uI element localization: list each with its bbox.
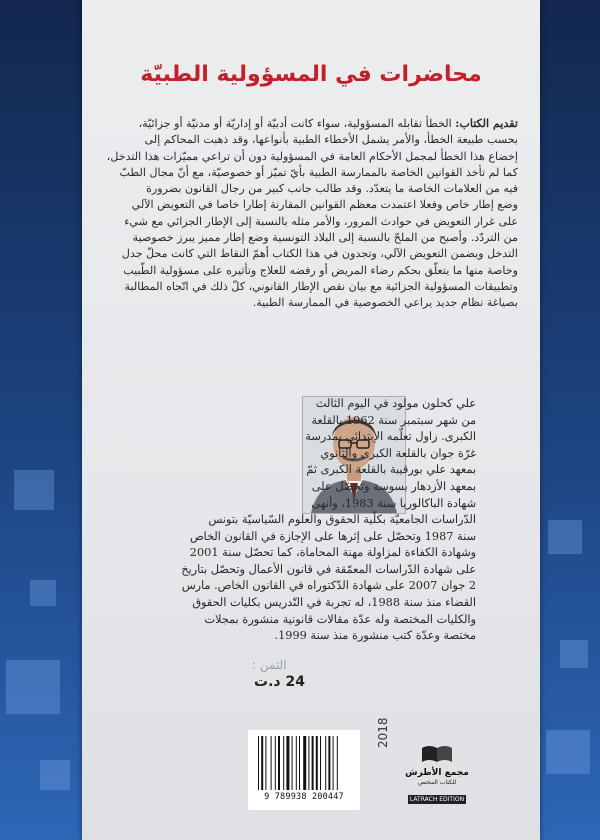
barcode — [248, 730, 360, 810]
intro-line: بصياغة نظام جديد يراعي الخصوصية في الممارسة الطبية. — [252, 296, 518, 310]
intro-line: وخاصة منها ما يتعلّق بحكم رضاء المريض أو رفضه للعلاج وتأثيره على مسؤولية الطّبيب — [123, 263, 518, 277]
publisher-latin-name: LATRACH EDITION — [409, 796, 465, 803]
intro-line: وضع إطار خاص وفعلا اعتمدت معظم القوانين المقارنة إطارا خاصا في التعويض الآلي — [131, 198, 518, 212]
back-cover — [82, 0, 540, 840]
bio-line: على شهادة الدّراسات المعمّقة في قانون الأعمال وتحصّل بتاريخ — [181, 562, 476, 576]
decor-square — [14, 470, 54, 510]
intro-line: من التردّد. وأصبح من الملحّ بالنسبة إلى البلاد التونسية وضع إطار مميز يبرز خصوصية — [132, 231, 518, 245]
bio-line: بمعهد الأزدهار بسوسة وتحصّل على — [311, 479, 476, 493]
bio-line: بمعهد علي بورقيبة بالقلعة الكبرى ثمّ — [306, 463, 476, 477]
decor-square — [40, 760, 70, 790]
decor-square — [548, 520, 582, 554]
background-left — [0, 0, 82, 840]
author-bio-bottom — [176, 512, 476, 645]
bio-line: والكليات المختصة وله عدّة مقالات قانونية منشورة بمجلات — [204, 612, 476, 626]
intro-line: فيه من العلامات الخاصة ما يتعدّد. وقد طالب جانب كبير من رجال القانون بضرورة — [146, 182, 518, 196]
bio-line: شهادة الباكالوريا سنة 1983، وأنهى — [311, 496, 476, 510]
background-right — [540, 0, 600, 840]
book-title: محاضرات في المسؤولية الطبيّة — [140, 62, 482, 87]
intro-line — [108, 116, 518, 132]
bio-line: سنة 1987 وتحصّل على إثرها على الإجازة في القانون الخاص — [189, 529, 476, 543]
publisher-logo-icon — [420, 742, 454, 764]
intro-line: بحسب طبيعة الخطأ، والأمر يشمل الأخطاء الطبية بأنواعها، وقد ذهبت المحاكم إلى — [144, 133, 518, 147]
bio-line: 2 جوان 2007 على شهادة الدّكتوراه في القانون الخاص. مارس — [181, 579, 476, 593]
bio-line: الكبرى. زاول تعلّمه الإبتدائي بمدرسة — [305, 430, 476, 444]
bio-line: علي كحلون مولود في اليوم الثالث — [315, 397, 476, 410]
bio-line: وشهادة الكفاءة لمزاولة مهنة المحاماة، كما تحصّل سنة 2001 — [189, 546, 476, 560]
price-label: الثمن : — [252, 658, 287, 672]
intro-lead: تقديم الكتاب: — [455, 117, 518, 130]
bio-line: الدّراسات الجامعيّة بكلّية الحقوق والعلوم السّياسيّة بتونس — [208, 513, 476, 526]
publisher-subtitle: للكتاب المختص — [417, 779, 457, 786]
decor-square — [6, 660, 60, 714]
bio-line: غرّة جوان بالقلعة الكبرى والثانوي — [320, 446, 476, 460]
intro-line: كما لم تأخذ القوانين الخاصة بالممارسة الطبية بأيّ تميّز أو خصوصيّة، مع أنّ مجال الطبّ — [119, 165, 518, 179]
barcode-digits: 9 789938 200447 — [264, 792, 344, 802]
author-bio-top — [305, 396, 476, 512]
book-introduction — [108, 116, 518, 312]
barcode-bars-icon — [256, 736, 352, 790]
bio-line: القضاء منذ سنة 1988، له تجربة في التّدريس بكليات الحقوق — [192, 595, 476, 609]
intro-line: وتطبيقات المسؤولية الجزائية مع بيان نقص الإطار القانوني، كلّ ذلك في اتّجاه المطالبة — [124, 279, 518, 293]
bio-line: مختصة وعدّة كتب منشورة منذ سنة 1999. — [274, 629, 476, 643]
publication-year: 2018 — [376, 717, 390, 748]
intro-line: على غرار التعويض في حوادث المرور، والأمر مثله بالنسبة إلى الإطار الجزائي مع شيء — [124, 214, 518, 228]
publisher-block — [398, 742, 476, 805]
decor-square — [560, 640, 588, 668]
bio-line: من شهر سبتمبر سنة 1962 بالقلعة — [311, 413, 476, 427]
intro-line: إخضاع هذا الخطأ لمجمل الأحكام العامة في المسؤولية دون أن تراعي مميّزات هذا التدخل، — [106, 149, 518, 163]
decor-square — [30, 580, 56, 606]
intro-first-line: الخطأ تقابله المسؤولية، سواء كانت أدبيّة أو إداريّة أو مدنيّة أو جزائيّة، — [138, 117, 452, 130]
price-value: 24 د.ت — [254, 674, 305, 690]
decor-square — [546, 730, 590, 774]
publisher-name: مجمع الأطرش — [405, 768, 469, 778]
intro-line: التدخل ويضمن التعويض الآلي، وتجدون في هذا الكتاب أهمّ النقاط التي كانت محلّ جدل — [121, 247, 518, 261]
